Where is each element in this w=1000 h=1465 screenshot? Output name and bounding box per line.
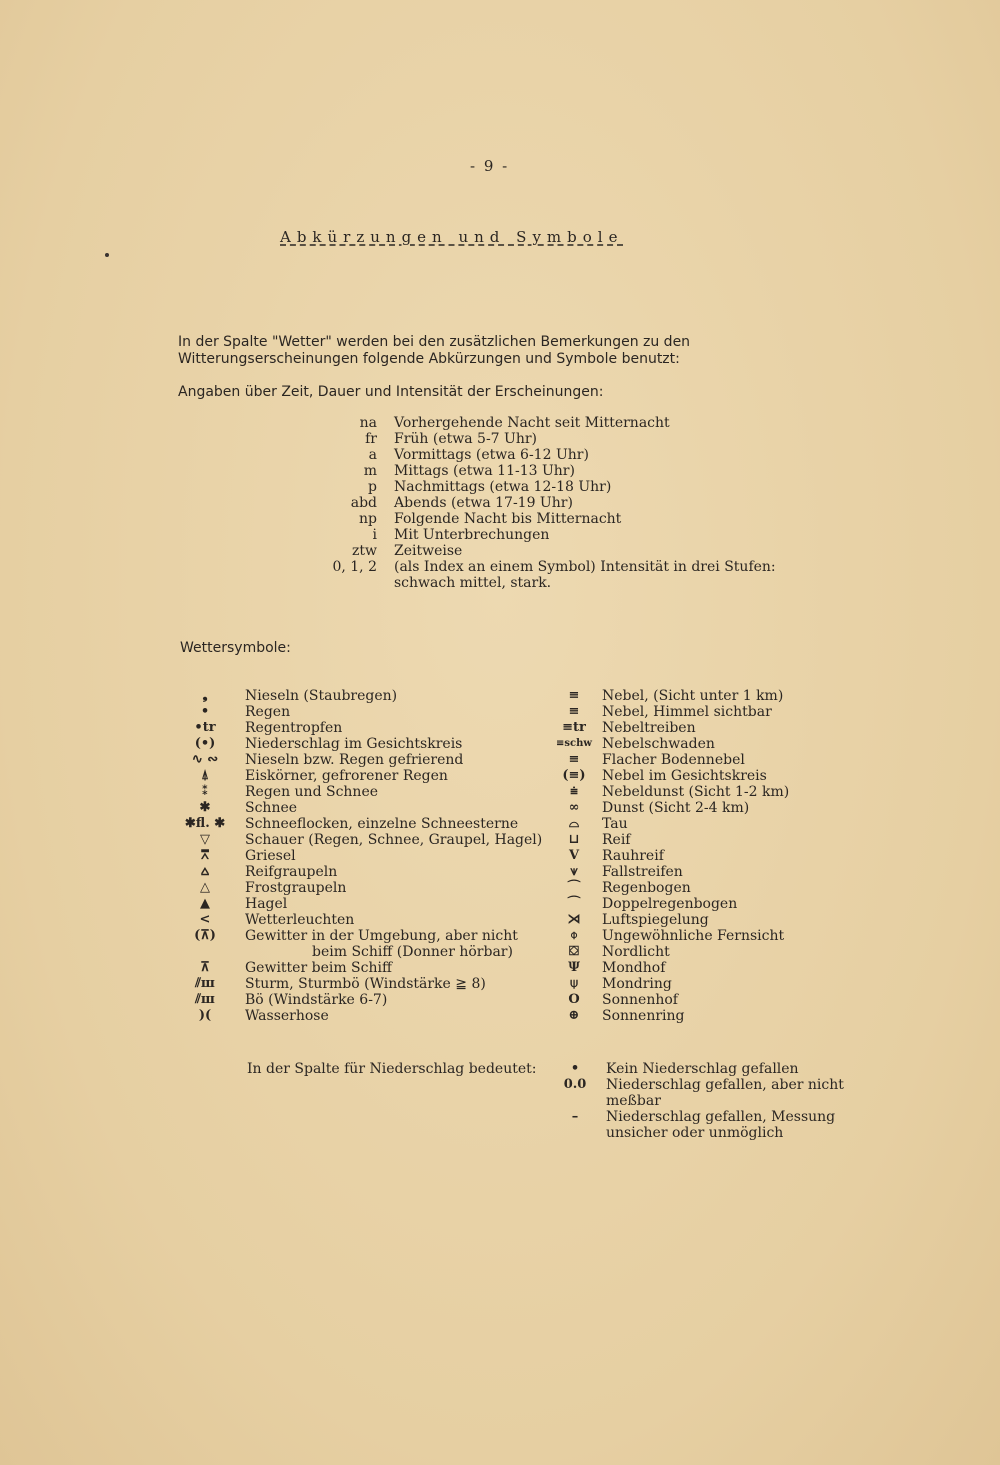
list-item [170, 976, 570, 992]
list-item [555, 880, 975, 896]
list-item [555, 768, 975, 784]
list-item [322, 431, 842, 447]
list-item [322, 527, 842, 543]
weather-symbol-icon: •tr [194, 720, 216, 735]
weather-symbol-icon: ⩧ [570, 784, 578, 799]
weather-symbol-icon: )( [198, 1008, 212, 1023]
abbr-key: abd [350, 495, 377, 511]
list-item [555, 864, 975, 880]
weather-symbol-icon: (•) [194, 736, 216, 751]
symbol-description: Regen und Schnee [245, 784, 379, 800]
list-item [555, 720, 975, 736]
list-item [555, 848, 975, 864]
symbol-description: Regentropfen [245, 720, 343, 736]
symbol-description: Nieseln bzw. Regen gefrierend [245, 752, 464, 768]
symbol-description: Reif [602, 832, 631, 848]
weather-symbol-icon: ✱fl. ✱ [184, 816, 226, 831]
list-item [555, 816, 975, 832]
list-item [555, 784, 975, 800]
weather-symbol-icon: ∞ [568, 800, 580, 815]
abbr-text: Folgende Nacht bis Mitternacht [394, 511, 622, 527]
list-item [170, 704, 570, 720]
list-item [170, 816, 570, 832]
list-item [555, 912, 975, 928]
symbol-description: Nebel, Himmel sichtbar [602, 704, 772, 720]
symbol-description: Nebeldunst (Sicht 1-2 km) [602, 784, 790, 800]
symbol-description: Griesel [245, 848, 296, 864]
symbol-description: Rauhreif [602, 848, 664, 864]
list-item [170, 784, 570, 800]
symbol-description: Reifgraupeln [245, 864, 338, 880]
symbol-description: Schnee [245, 800, 298, 816]
weather-symbol-icon: ⋊ [567, 912, 581, 927]
list-item [555, 944, 975, 960]
symbol-description: Wasserhose [245, 1008, 329, 1024]
list-item [170, 768, 570, 784]
abbr-text: Mit Unterbrechungen [394, 527, 550, 543]
list-item [170, 736, 570, 752]
abbr-key: 0, 1, 2 [332, 559, 377, 575]
symbol-description: Gewitter in der Umgebung, aber nicht [245, 928, 518, 944]
weather-symbol-icon: ✱ [199, 800, 211, 815]
symbol-description: Nieseln (Staubregen) [245, 688, 398, 704]
list-item [322, 415, 842, 431]
page-number: - 9 - [470, 157, 510, 175]
weather-symbol-icon: ❟ [202, 688, 208, 703]
weather-symbol-icon: ⌒ [567, 896, 581, 911]
precip-description: Niederschlag gefallen, Messung unsicher oder unmöglich [606, 1109, 836, 1141]
abbr-key: np [359, 511, 377, 527]
weather-symbol-icon: ⌒ [567, 880, 581, 895]
list-item [170, 960, 570, 976]
list-item [555, 704, 975, 720]
abbreviation-list [322, 415, 842, 591]
intro-paragraph: In der Spalte "Wetter" werden bei den zusätzlichen Bemerkungen zu den Witterungserscheinungen folgende Abkürzungen und Symbole benutzt: [178, 334, 691, 367]
weather-symbol-icon: ⫽ш [195, 992, 215, 1007]
symbol-description: Gewitter beim Schiff [245, 960, 392, 976]
precip-symbol: – [571, 1109, 579, 1124]
list-item [555, 960, 975, 976]
weather-symbol-icon: ⫽ш [195, 976, 215, 991]
list-item [555, 1008, 975, 1024]
symbol-description: Mondhof [602, 960, 666, 976]
list-item [170, 896, 570, 912]
list-item [560, 1109, 860, 1141]
symbol-description: Tau [602, 816, 628, 832]
symbol-description: Fallstreifen [602, 864, 683, 880]
symbol-description: beim Schiff (Donner hörbar) [312, 944, 513, 960]
weather-symbol-icon: ⍦ [570, 976, 578, 991]
list-item [560, 1061, 860, 1077]
abbr-text: Zeitweise [394, 543, 463, 559]
symbol-description: Eiskörner, gefrorener Regen [245, 768, 448, 784]
symbol-description: Luftspiegelung [602, 912, 709, 928]
weather-symbol-icon: (≡) [562, 768, 586, 783]
weather-symbol-icon: ⁑ [201, 784, 209, 799]
symbol-description: Hagel [245, 896, 288, 912]
abbr-text: schwach mittel, stark. [394, 575, 552, 591]
precip-description: Kein Niederschlag gefallen [606, 1061, 799, 1077]
list-item [555, 896, 975, 912]
weather-symbol-icon: △ [200, 880, 210, 895]
symbol-description: Regenbogen [602, 880, 691, 896]
symbol-description: Nordlicht [602, 944, 670, 960]
symbol-description: Frostgraupeln [245, 880, 347, 896]
list-item [170, 848, 570, 864]
list-item [170, 720, 570, 736]
symbol-description: Flacher Bodennebel [602, 752, 745, 768]
list-item [170, 880, 570, 896]
abbr-text: (als Index an einem Symbol) Intensität in drei Stufen: [394, 559, 776, 575]
weather-symbol-icon: ⩞ [201, 848, 209, 863]
weather-symbol-icon: ≡ [568, 688, 580, 703]
abbr-key: a [368, 447, 377, 463]
list-item [170, 1008, 570, 1024]
weather-symbol-icon: ⍋ [201, 768, 209, 783]
weather-symbol-icon: ⛋ [569, 944, 579, 959]
precip-symbol: 0.0 [563, 1077, 587, 1092]
abbr-text: Abends (etwa 17-19 Uhr) [394, 495, 573, 511]
left-symbol-list [170, 688, 570, 1024]
abbr-key: na [359, 415, 377, 431]
abbr-text: Vorhergehende Nacht seit Mitternacht [394, 415, 670, 431]
abbr-key: p [368, 479, 377, 495]
abbr-text: Nachmittags (etwa 12-18 Uhr) [394, 479, 612, 495]
abbr-key: fr [365, 431, 377, 447]
precip-description: Niederschlag gefallen, aber nicht meßbar [606, 1077, 844, 1109]
symbol-description: Nebeltreiben [602, 720, 696, 736]
list-item [170, 864, 570, 880]
symbol-description: Schneeflocken, einzelne Schneesterne [245, 816, 519, 832]
weather-symbol-icon: (⊼) [194, 928, 216, 943]
weather-symbol-icon: ▽ [200, 832, 210, 847]
weather-symbol-icon: ⩟ [201, 864, 209, 879]
abbr-key: m [363, 463, 377, 479]
symbol-description: Dunst (Sicht 2-4 km) [602, 800, 750, 816]
list-item [555, 800, 975, 816]
right-symbol-list [555, 688, 975, 1024]
list-item [322, 543, 842, 559]
page-title: Abkürzungen und Symbole [280, 228, 624, 246]
list-item [170, 928, 570, 944]
symbol-description: Doppelregenbogen [602, 896, 738, 912]
list-item [170, 912, 570, 928]
angaben-heading: Angaben über Zeit, Dauer und Intensität der Erscheinungen: [178, 384, 604, 400]
list-item [322, 463, 842, 479]
list-item [170, 992, 570, 1008]
weather-symbol-icon: ⌓ [568, 816, 580, 831]
weather-symbol-icon: ≡ [568, 752, 580, 767]
symbol-description: Nebelschwaden [602, 736, 715, 752]
symbol-description: Sturm, Sturmbö (Windstärke ≧ 8) [245, 976, 486, 992]
weather-symbol-icon: ⊕ [568, 1008, 580, 1023]
list-item [322, 447, 842, 463]
weather-symbol-icon: V [568, 848, 580, 863]
symbol-description: Niederschlag im Gesichtskreis [245, 736, 463, 752]
symbol-description: Sonnenhof [602, 992, 678, 1008]
list-item [170, 688, 570, 704]
weather-symbol-icon: ⊼ [200, 960, 210, 975]
niederschlag-list [560, 1061, 860, 1141]
symbol-description: Sonnenring [602, 1008, 685, 1024]
symbol-description: Mondring [602, 976, 672, 992]
list-item [170, 944, 570, 960]
symbol-description: Nebel im Gesichtskreis [602, 768, 767, 784]
list-item [555, 976, 975, 992]
symbol-description: Nebel, (Sicht unter 1 km) [602, 688, 784, 704]
list-item [322, 575, 842, 591]
weather-symbol-icon: ⌽ [570, 928, 578, 943]
list-item [170, 832, 570, 848]
list-item [322, 479, 842, 495]
list-item [555, 832, 975, 848]
symbol-description: Bö (Windstärke 6-7) [245, 992, 388, 1008]
abbr-text: Mittags (etwa 11-13 Uhr) [394, 463, 575, 479]
weather-symbol-icon: ⊔ [568, 832, 580, 847]
list-item [322, 495, 842, 511]
precip-symbol: • [570, 1061, 580, 1076]
symbol-description: Wetterleuchten [245, 912, 355, 928]
weather-symbol-icon: Ψ [568, 960, 580, 975]
abbr-text: Vormittags (etwa 6-12 Uhr) [394, 447, 589, 463]
list-item [560, 1077, 860, 1109]
weather-symbol-icon: ≡schw [556, 738, 592, 749]
list-item [322, 559, 842, 575]
abbr-key: ztw [352, 543, 377, 559]
weather-symbol-icon: • [200, 704, 210, 719]
symbol-description: Schauer (Regen, Schnee, Graupel, Hagel) [245, 832, 543, 848]
wettersymbole-heading: Wettersymbole: [180, 640, 291, 656]
list-item [555, 736, 975, 752]
list-item [555, 688, 975, 704]
weather-symbol-icon: ▲ [200, 896, 210, 911]
list-item [555, 928, 975, 944]
list-item [170, 800, 570, 816]
weather-symbol-icon: < [199, 912, 211, 927]
weather-symbol-icon: ≡ [568, 704, 580, 719]
weather-symbol-icon: O [568, 992, 580, 1007]
list-item [555, 752, 975, 768]
abbr-text: Früh (etwa 5-7 Uhr) [394, 431, 538, 447]
weather-symbol-icon: ∿ ∾ [191, 752, 219, 767]
list-item [322, 511, 842, 527]
abbr-key: i [372, 527, 377, 543]
weather-symbol-icon: ⩛ [570, 864, 578, 879]
niederschlag-label: In der Spalte für Niederschlag bedeutet: [247, 1061, 537, 1077]
weather-symbol-icon: ≡tr [562, 720, 586, 735]
paper-speck [105, 253, 109, 257]
list-item [555, 992, 975, 1008]
list-item [170, 752, 570, 768]
symbol-description: Regen [245, 704, 291, 720]
symbol-description: Ungewöhnliche Fernsicht [602, 928, 785, 944]
